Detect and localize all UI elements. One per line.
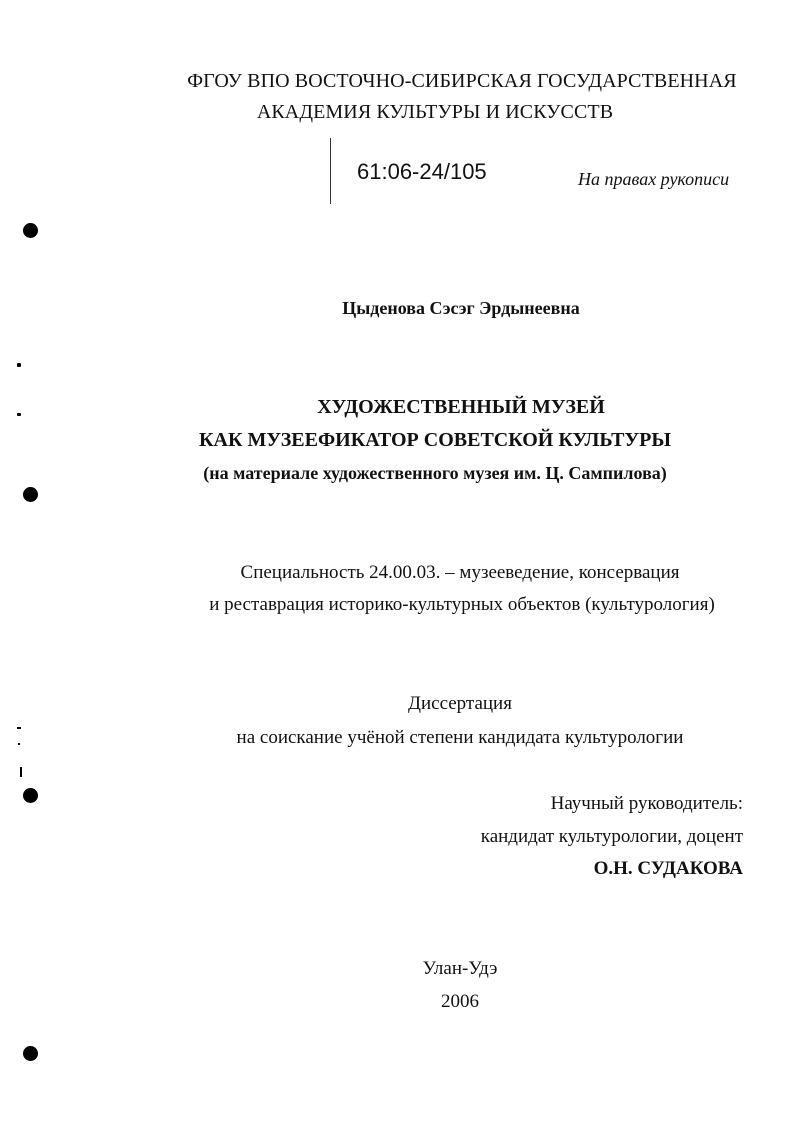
dissertation-degree: на соискание учёной степени кандидата культурологии [236,727,684,748]
year: 2006 [441,991,479,1012]
city: Улан-Удэ [422,958,498,979]
scan-speck [20,767,22,777]
specialty-line-2: и реставрация историко-культурных объектов (культурология) [209,594,715,615]
punch-hole [23,487,38,502]
punch-hole [23,788,38,803]
dissertation-label: Диссертация [408,693,512,714]
manuscript-rights-note: На правах рукописи [578,169,730,189]
institution-line-1: ФГОУ ВПО ВОСТОЧНО-СИБИРСКАЯ ГОСУДАРСТВЕННАЯ [187,70,737,92]
scan-speck [17,727,21,729]
stamp-divider [330,138,331,204]
supervisor-degree: кандидат культурологии, доцент [480,826,743,847]
scan-speck [18,743,20,745]
scan-speck [17,413,21,416]
specialty-line-1: Специальность 24.00.03. – музееведение, консервация [240,562,680,583]
punch-hole [23,1046,38,1061]
supervisor-label: Научный руководитель: [550,793,743,814]
title-line-1: ХУДОЖЕСТВЕННЫЙ МУЗЕЙ [317,396,605,418]
author-name: Цыденова Сэсэг Эрдынеевна [342,298,580,318]
title-line-3: (на материале художественного музея им. Ц. Сампилова) [203,463,667,483]
supervisor-name: О.Н. СУДАКОВА [593,858,743,879]
title-line-2: КАК МУЗЕЕФИКАТОР СОВЕТСКОЙ КУЛЬТУРЫ [199,429,671,451]
scan-speck [17,363,21,367]
institution-line-2: АКАДЕМИЯ КУЛЬТУРЫ И ИСКУССТВ [256,101,614,123]
catalog-code: 61:06-24/105 [357,159,487,184]
punch-hole [23,223,38,238]
